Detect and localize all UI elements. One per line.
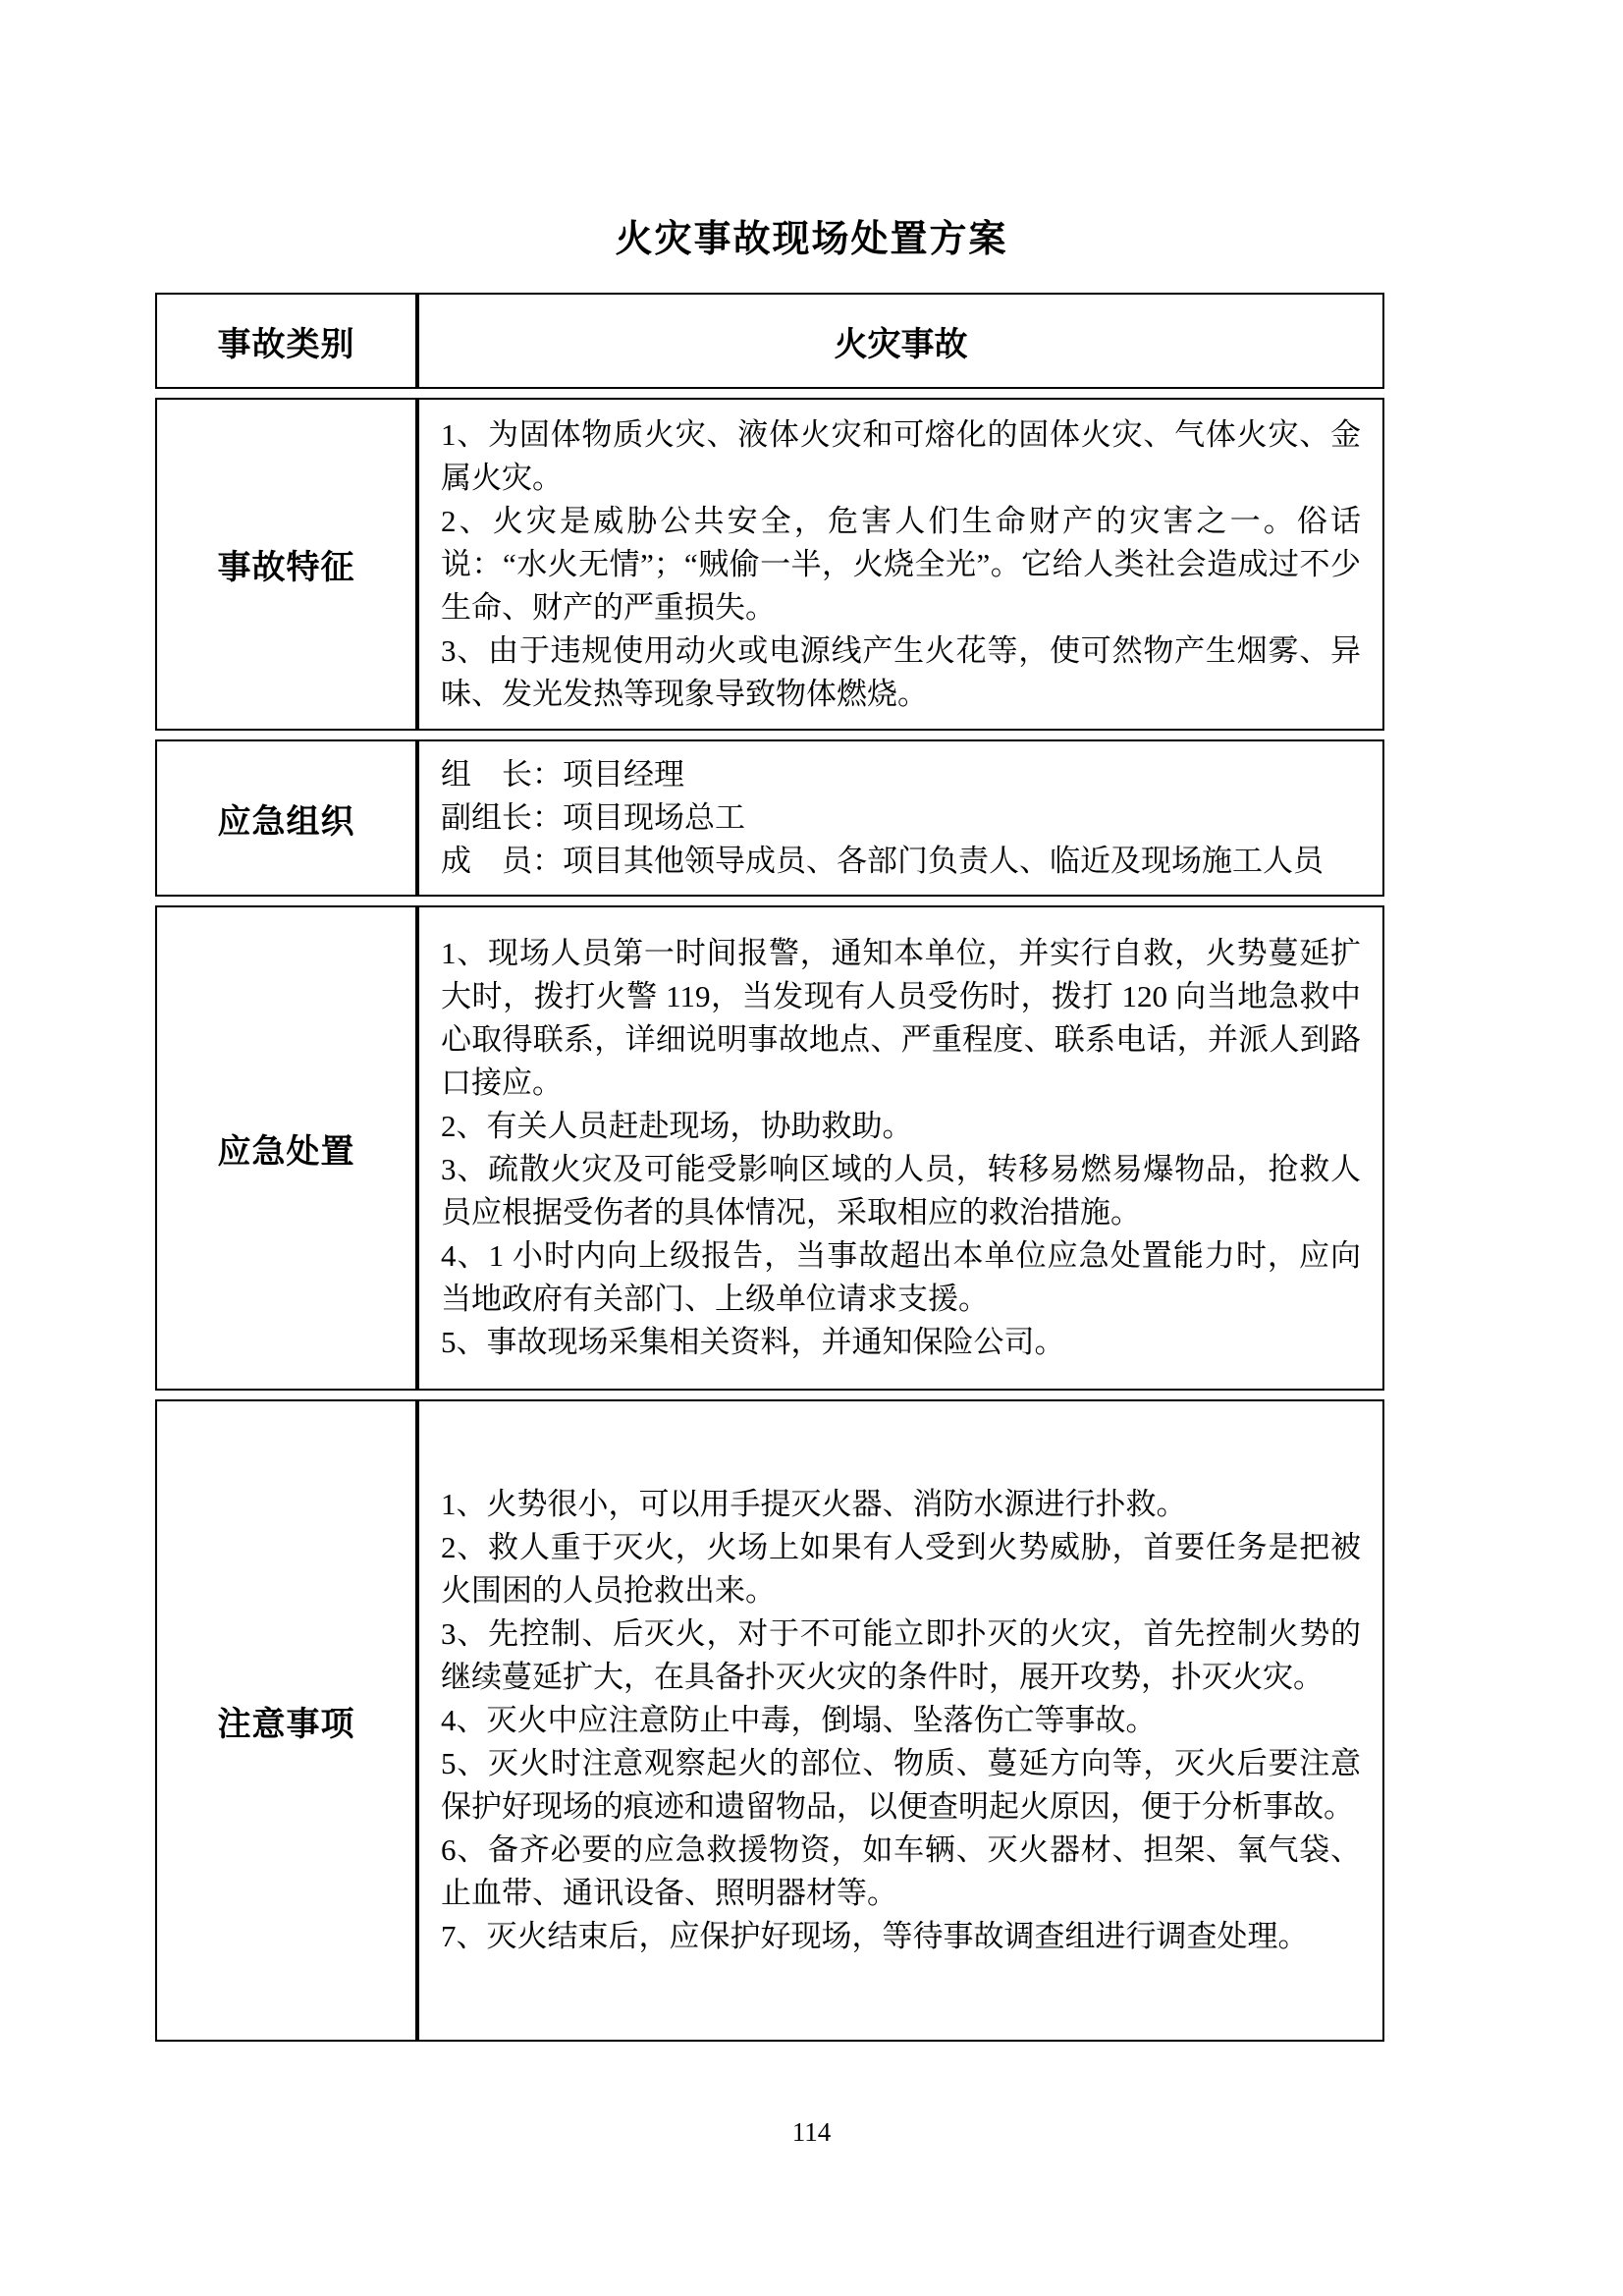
paragraph: 6、备齐必要的应急救援物资，如车辆、灭火器材、担架、氧气袋、止血带、通讯设备、照明器材等。	[441, 1832, 1361, 1910]
table-row-accident-type	[155, 293, 1384, 389]
paragraph: 2、有关人员赶赴现场，协助救助。	[441, 1109, 913, 1143]
paragraph: 5、事故现场采集相关资料，并通知保险公司。	[441, 1325, 1065, 1359]
row-label-precautions: 注意事项	[155, 1399, 417, 2042]
paragraph: 3、疏散火灾及可能受影响区域的人员，转移易燃易爆物品，抢救人员应根据受伤者的具体情况，采取相应的救治措施。	[441, 1152, 1361, 1230]
row-label-emergency-response: 应急处置	[155, 905, 417, 1391]
accident-features-content	[417, 398, 1384, 731]
row-label-emergency-organization: 应急组织	[155, 739, 417, 897]
paragraph: 2、救人重于灭火，火场上如果有人受到火势威胁，首要任务是把被火围困的人员抢救出来。	[441, 1530, 1361, 1608]
row-label-accident-type: 事故类别	[155, 293, 417, 389]
table-row-precautions	[155, 1399, 1384, 2042]
emergency-plan-table	[155, 284, 1384, 2050]
table-row-accident-features	[155, 398, 1384, 731]
row-label-accident-features: 事故特征	[155, 398, 417, 731]
accident-type-value: 火灾事故	[417, 293, 1384, 389]
precautions-content	[417, 1399, 1384, 2042]
paragraph: 2、火灾是威胁公共安全，危害人们生命财产的灾害之一。俗话说：“水火无情”；“贼偷一半，火烧全光”。它给人类社会造成过不少生命、财产的严重损失。	[441, 503, 1361, 625]
emergency-organization-content	[417, 739, 1384, 897]
emergency-response-content	[417, 905, 1384, 1391]
paragraph: 3、先控制、后灭火，对于不可能立即扑灭的火灾，首先控制火势的继续蔓延扩大，在具备扑灭火灾的条件时，展开攻势，扑灭火灾。	[441, 1616, 1361, 1694]
paragraph: 组 长：项目经理	[441, 757, 684, 792]
paragraph: 1、为固体物质火灾、液体火灾和可熔化的固体火灾、气体火灾、金属火灾。	[441, 416, 1361, 495]
paragraph: 成 员：项目其他领导成员、各部门负责人、临近及现场施工人员	[441, 844, 1324, 878]
paragraph: 5、灭火时注意观察起火的部位、物质、蔓延方向等，灭火后要注意保护好现场的痕迹和遗留物品，以便查明起火原因，便于分析事故。	[441, 1746, 1361, 1824]
paragraph: 副组长：项目现场总工	[441, 800, 745, 835]
paragraph: 1、现场人员第一时间报警，通知本单位，并实行自救，火势蔓延扩大时，拨打火警 119，当发现有人员受伤时，拨打 120 向当地急救中心取得联系，详细说明事故地点、严重程度、联系电话，并派人到路口接应。	[441, 936, 1361, 1100]
paragraph: 4、1 小时内向上级报告，当事故超出本单位应急处置能力时，应向当地政府有关部门、上级单位请求支援。	[441, 1238, 1361, 1316]
page-number: 114	[791, 2117, 832, 2147]
paragraph: 4、灭火中应注意防止中毒，倒塌、坠落伤亡等事故。	[441, 1703, 1157, 1737]
table-row-emergency-organization	[155, 739, 1384, 897]
paragraph: 7、灭火结束后，应保护好现场，等待事故调查组进行调查处理。	[441, 1919, 1309, 1953]
paragraph: 3、由于违规使用动火或电源线产生火花等，使可然物产生烟雾、异味、发光发热等现象导致物体燃烧。	[441, 632, 1361, 711]
document-title: 火灾事故现场处置方案	[615, 219, 1008, 260]
paragraph: 1、火势很小，可以用手提灭火器、消防水源进行扑救。	[441, 1487, 1187, 1521]
table-row-emergency-response	[155, 905, 1384, 1391]
